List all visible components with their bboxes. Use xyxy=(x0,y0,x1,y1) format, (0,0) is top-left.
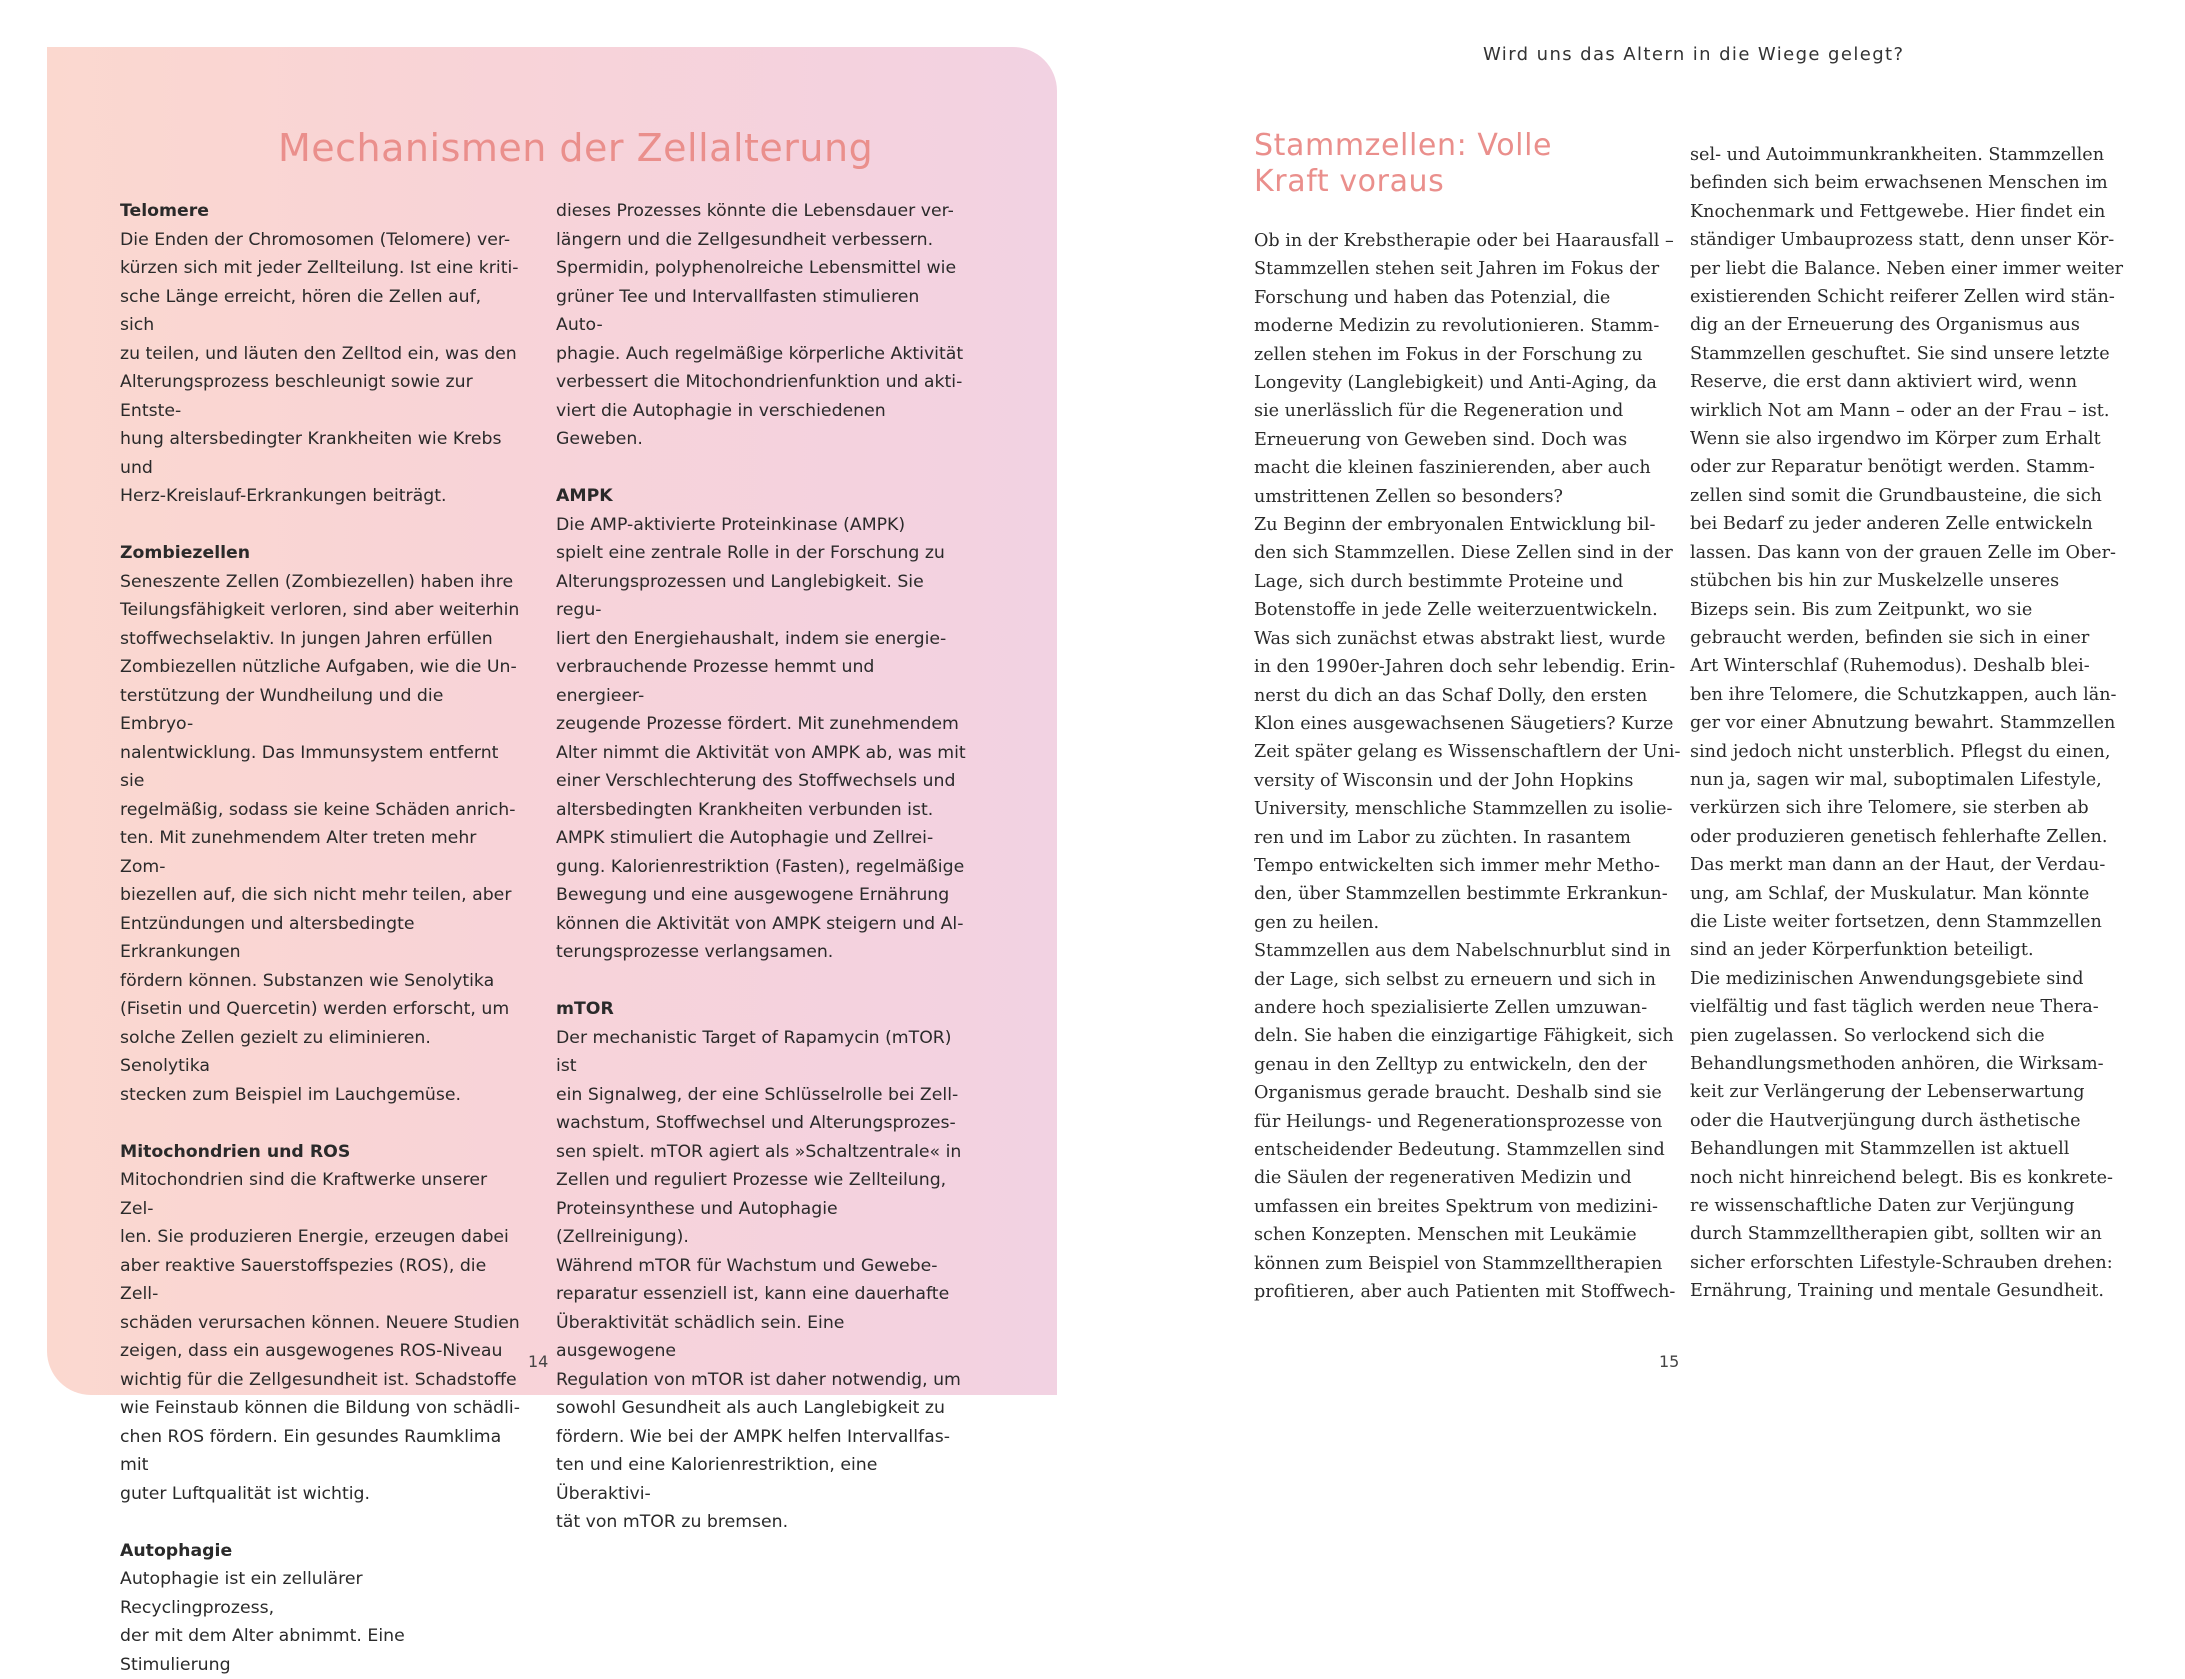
text-line: ben ihre Telomere, die Schutzkappen, auch län- xyxy=(1690,684,2117,705)
text-line: liert den Energiehaushalt, indem sie energie- xyxy=(556,628,947,649)
section-heading: Telomere xyxy=(120,201,209,221)
left-column-a xyxy=(120,197,520,1679)
text-line: der mit dem Alter abnimmt. Eine Stimulierung xyxy=(120,1626,405,1675)
text-line: Die Enden der Chromosomen (Telomere) ver- xyxy=(120,229,511,250)
text-line: Longevity (Langlebigkeit) und Anti-Aging, da xyxy=(1254,373,1657,394)
text-line: oder die Hautverjüngung durch ästhetische xyxy=(1690,1110,2081,1131)
text-line: sche Länge erreicht, hören die Zellen auf, sich xyxy=(120,286,482,335)
text-line: Behandlungen mit Stammzellen ist aktuell xyxy=(1690,1139,2070,1160)
text-line: chen ROS fördern. Ein gesundes Raumklima mit xyxy=(120,1426,502,1475)
section-heading: mTOR xyxy=(556,999,614,1019)
text-line: Bewegung und eine ausgewogene Ernährung xyxy=(556,885,950,905)
text-line: zellen stehen im Fokus in der Forschung zu xyxy=(1254,344,1643,365)
text-line: Der mechanistic Target of Rapamycin (mTOR) ist xyxy=(556,1027,952,1076)
text-line: keit zur Verlängerung der Lebenserwartung xyxy=(1690,1082,2085,1103)
text-line: re wissenschaftliche Daten zur Verjüngung xyxy=(1690,1196,2075,1217)
text-line: oder zur Reparatur benötigt werden. Stamm- xyxy=(1690,457,2095,478)
text-line: Lage, sich durch bestimmte Proteine und xyxy=(1254,571,1624,592)
text-line: sie unerlässlich für die Regeneration und xyxy=(1254,401,1624,422)
text-line: pien zugelassen. So verlockend sich die xyxy=(1690,1025,2045,1046)
text-line: Knochenmark und Fettgewebe. Hier findet ein xyxy=(1690,201,2106,222)
text-line: Autophagie ist ein zellulärer Recyclingprozess, xyxy=(120,1569,363,1618)
text-line: Zeit später gelang es Wissenschaftlern der Uni- xyxy=(1254,742,1681,763)
text-line: gung. Kalorienrestriktion (Fasten), regelmäßige xyxy=(556,856,965,877)
text-line: wichtig für die Zellgesundheit ist. Schadstoffe xyxy=(120,1369,517,1390)
text-line: nerst du dich an das Schaf Dolly, den ersten xyxy=(1254,685,1648,706)
text-line: Spermidin, polyphenolreiche Lebensmittel wie xyxy=(556,258,957,278)
text-line: ren und im Labor zu züchten. In rasantem xyxy=(1254,827,1631,848)
text-line: stübchen bis hin zur Muskelzelle unseres xyxy=(1690,571,2060,592)
text-line: Während mTOR für Wachstum und Gewebe- xyxy=(556,1255,938,1276)
text-line: dieses Prozesses könnte die Lebensdauer ver- xyxy=(556,201,954,221)
text-line: können die Aktivität von AMPK steigern und Al- xyxy=(556,913,964,934)
left-column-b xyxy=(556,197,966,1537)
text-line: stoffwechselaktiv. In jungen Jahren erfüllen xyxy=(120,628,493,649)
text-line: Seneszente Zellen (Zombiezellen) haben ihre xyxy=(120,571,514,592)
text-line: genau in den Zelltyp zu entwickeln, den der xyxy=(1254,1054,1647,1075)
paragraph-gap xyxy=(556,967,966,996)
text-line: lassen. Das kann von der grauen Zelle im Ober- xyxy=(1690,542,2116,563)
text-line: schäden verursachen können. Neuere Studien xyxy=(120,1312,520,1333)
left-page-title: Mechanismen der Zellalterung xyxy=(278,126,874,170)
text-line: umfassen ein breites Spektrum von medizini- xyxy=(1254,1196,1658,1217)
text-line: per liebt die Balance. Neben einer immer weiter xyxy=(1690,258,2124,279)
paragraph-gap xyxy=(556,454,966,483)
text-line: Behandlungsmethoden anhören, die Wirksam- xyxy=(1690,1054,2104,1074)
text-line: bei Bedarf zu jeder anderen Zelle entwickeln xyxy=(1690,514,2093,535)
text-line: Zellen und reguliert Prozesse wie Zellteilung, xyxy=(556,1170,947,1190)
text-line: wachstum, Stoffwechsel und Alterungsprozes- xyxy=(556,1113,956,1133)
text-line: altersbedingten Krankheiten verbunden ist. xyxy=(556,799,934,820)
text-line: wie Feinstaub können die Bildung von schädli- xyxy=(120,1398,520,1418)
text-line: Alter nimmt die Aktivität von AMPK ab, was mit xyxy=(556,742,966,763)
page-number-right: 15 xyxy=(1659,1352,1680,1371)
text-line: Was sich zunächst etwas abstrakt liest, wurde xyxy=(1254,628,1666,649)
text-line: der Lage, sich selbst zu erneuern und sich in xyxy=(1254,969,1656,990)
right-title-line-2: Kraft voraus xyxy=(1254,164,1445,199)
text-line: Stammzellen geschuftet. Sie sind unsere letzte xyxy=(1690,343,2110,364)
section-heading: Autophagie xyxy=(120,1540,233,1561)
page-number-left: 14 xyxy=(528,1352,549,1371)
right-title-line-1: Stammzellen: Volle xyxy=(1254,128,1553,163)
text-line: Teilungsfähigkeit verloren, sind aber weiterhin xyxy=(120,600,520,620)
text-line: Herz-Kreislauf-Erkrankungen beiträgt. xyxy=(120,486,447,506)
text-line: nun ja, sagen wir mal, suboptimalen Lifestyle, xyxy=(1690,769,2102,790)
text-line: einer Verschlechterung des Stoffwechsels und xyxy=(556,771,956,791)
text-line: AMPK stimuliert die Autophagie und Zellrei- xyxy=(556,828,934,848)
text-line: Das merkt man dann an der Haut, der Verdau- xyxy=(1690,855,2106,876)
text-line: Die medizinischen Anwendungsgebiete sind xyxy=(1690,968,2084,989)
text-line: Proteinsynthese und Autophagie (Zellreinigung). xyxy=(556,1198,838,1247)
text-line: entscheidender Bedeutung. Stammzellen sind xyxy=(1254,1140,1665,1160)
text-line: andere hoch spezialisierte Zellen umzuwan- xyxy=(1254,997,1648,1018)
text-line: Alterungsprozess beschleunigt sowie zur Entste- xyxy=(120,372,473,421)
text-line: (Fisetin und Quercetin) werden erforscht, um xyxy=(120,999,510,1019)
text-line: grüner Tee und Intervallfasten stimulieren Auto- xyxy=(556,286,920,335)
text-line: Mitochondrien sind die Kraftwerke unserer Zel- xyxy=(120,1170,488,1219)
text-line: ständiger Umbauprozess statt, denn unser Kör- xyxy=(1690,230,2115,251)
text-line: Überaktivität schädlich sein. Eine ausgewogene xyxy=(556,1312,845,1361)
text-line: spielt eine zentrale Rolle in der Forschung zu xyxy=(556,543,945,563)
text-line: sind an jeder Körperfunktion beteiligt. xyxy=(1690,940,2034,961)
text-line: Forschung und haben das Potenzial, die xyxy=(1254,287,1611,308)
text-line: Tempo entwickelten sich immer mehr Metho- xyxy=(1254,855,1661,876)
text-line: Zombiezellen nützliche Aufgaben, wie die Un- xyxy=(120,657,517,677)
text-line: Bizeps sein. Bis zum Zeitpunkt, wo sie xyxy=(1690,599,2033,620)
paragraph-gap xyxy=(120,511,520,540)
right-column-c xyxy=(1254,227,1681,1306)
text-line: profitieren, aber auch Patienten mit Stoffwech- xyxy=(1254,1282,1676,1303)
text-line: sen spielt. mTOR agiert als »Schaltzentrale« in xyxy=(556,1141,962,1162)
text-line: Wenn sie also irgendwo im Körper zum Erhalt xyxy=(1690,429,2101,450)
text-line: vielfältig und fast täglich werden neue Thera- xyxy=(1690,997,2099,1018)
text-line: zeigen, dass ein ausgewogenes ROS-Niveau xyxy=(120,1341,503,1361)
text-line: Art Winterschlaf (Ruhemodus). Deshalb blei- xyxy=(1690,656,2090,677)
running-head: Wird uns das Altern in die Wiege gelegt? xyxy=(1483,44,1905,65)
text-line: die Säulen der regenerativen Medizin und xyxy=(1254,1168,1632,1189)
text-line: terungsprozesse verlangsamen. xyxy=(556,942,834,962)
text-line: deln. Sie haben die einzigartige Fähigkeit, sich xyxy=(1254,1026,1674,1047)
text-line: Entzündungen und altersbedingte Erkrankungen xyxy=(120,913,415,962)
text-line: durch Stammzelltherapien gibt, sollten wir an xyxy=(1690,1224,2102,1245)
text-line: schen Konzepten. Menschen mit Leukämie xyxy=(1254,1225,1637,1246)
text-line: oder produzieren genetisch fehlerhafte Zellen. xyxy=(1690,826,2108,847)
text-line: reparatur essenziell ist, kann eine dauerhafte xyxy=(556,1284,950,1304)
text-line: sel- und Autoimmunkrankheiten. Stammzellen xyxy=(1690,145,2105,165)
text-line: len. Sie produzieren Energie, erzeugen dabei xyxy=(120,1227,509,1247)
text-line: biezellen auf, die sich nicht mehr teilen, aber xyxy=(120,885,512,905)
text-line: Ernährung, Training und mentale Gesundheit. xyxy=(1690,1281,2104,1302)
text-line: sind jedoch nicht unsterblich. Pflegst du einen, xyxy=(1690,741,2111,762)
text-line: verbrauchende Prozesse hemmt und energieer- xyxy=(556,657,875,706)
text-line: Erneuerung von Geweben sind. Doch was xyxy=(1254,429,1628,450)
text-line: ung, am Schlaf, der Muskulatur. Man könnte xyxy=(1690,883,2090,904)
text-line: University, menschliche Stammzellen zu isolie- xyxy=(1254,799,1673,820)
text-line: in den 1990er-Jahren doch sehr lebendig. Erin- xyxy=(1254,657,1676,678)
text-line: die Liste weiter fortsetzen, denn Stammzellen xyxy=(1690,911,2102,932)
text-line: umstrittenen Zellen so besonders? xyxy=(1254,486,1563,507)
text-line: ten und eine Kalorienrestriktion, eine Überaktivi- xyxy=(556,1455,878,1504)
paragraph-gap xyxy=(120,1508,520,1537)
text-line: gen zu heilen. xyxy=(1254,912,1380,933)
text-line: sicher erforschten Lifestyle-Schrauben drehen: xyxy=(1690,1252,2113,1273)
text-line: aber reaktive Sauerstoffspezies (ROS), die Zell- xyxy=(120,1255,487,1304)
section-heading: AMPK xyxy=(556,486,613,506)
text-line: solche Zellen gezielt zu eliminieren. Senolytika xyxy=(120,1027,431,1076)
text-line: Regulation von mTOR ist daher notwendig, um xyxy=(556,1369,961,1390)
text-line: Stammzellen aus dem Nabelschnurblut sind in xyxy=(1254,941,1671,962)
text-line: ger vor einer Abnutzung bewahrt. Stammzellen xyxy=(1690,713,2116,734)
text-line: Ob in der Krebstherapie oder bei Haarausfall – xyxy=(1254,231,1674,251)
text-line: zeugende Prozesse fördert. Mit zunehmendem xyxy=(556,714,959,734)
text-line: zellen sind somit die Grundbausteine, die sich xyxy=(1690,485,2102,506)
text-line: Botenstoffe in jede Zelle weiterzuentwickeln. xyxy=(1254,600,1658,621)
text-line: befinden sich beim erwachsenen Menschen im xyxy=(1690,173,2108,194)
text-line: Klon eines ausgewachsenen Säugetiers? Kurze xyxy=(1254,713,1674,734)
text-line: sowohl Gesundheit als auch Langlebigkeit zu xyxy=(556,1398,945,1418)
text-line: versity of Wisconsin und der John Hopkins xyxy=(1254,770,1634,791)
text-line: ten. Mit zunehmendem Alter treten mehr Zom- xyxy=(120,828,477,877)
text-line: macht die kleinen faszinierenden, aber auch xyxy=(1254,458,1651,479)
text-line: den sich Stammzellen. Diese Zellen sind in der xyxy=(1254,543,1673,564)
text-line: Reserve, die erst dann aktiviert wird, wenn xyxy=(1690,372,2078,393)
text-line: fördern. Wie bei der AMPK helfen Intervallfas- xyxy=(556,1426,950,1447)
text-line: fördern können. Substanzen wie Senolytika xyxy=(120,970,495,991)
text-line: nalentwicklung. Das Immunsystem entfernt sie xyxy=(120,742,499,791)
text-line: können zum Beispiel von Stammzelltherapien xyxy=(1254,1253,1663,1274)
text-line: terstützung der Wundheilung und die Embryo- xyxy=(120,685,444,734)
section-heading: Zombiezellen xyxy=(120,543,251,563)
text-line: ein Signalweg, der eine Schlüsselrolle bei Zell- xyxy=(556,1084,959,1105)
text-line: gebraucht werden, befinden sie sich in einer xyxy=(1690,627,2090,648)
text-line: viert die Autophagie in verschiedenen Geweben. xyxy=(556,400,886,449)
text-line: hung altersbedingter Krankheiten wie Krebs und xyxy=(120,429,502,478)
text-line: dig an der Erneuerung des Organismus aus xyxy=(1690,315,2080,336)
text-line: Die AMP-aktivierte Proteinkinase (AMPK) xyxy=(556,514,906,535)
text-line: Stammzellen stehen seit Jahren im Fokus der xyxy=(1254,259,1660,280)
text-line: wirklich Not am Mann – oder an der Frau – ist. xyxy=(1690,400,2110,421)
text-line: stecken zum Beispiel im Lauchgemüse. xyxy=(120,1084,461,1105)
text-line: regelmäßig, sodass sie keine Schäden anrich- xyxy=(120,799,516,820)
text-line: kürzen sich mit jeder Zellteilung. Ist eine kriti- xyxy=(120,258,519,278)
text-line: zu teilen, und läuten den Zelltod ein, was den xyxy=(120,343,517,364)
text-line: längern und die Zellgesundheit verbessern. xyxy=(556,229,934,250)
text-line: Zu Beginn der embryonalen Entwicklung bil- xyxy=(1254,515,1656,536)
text-line: verkürzen sich ihre Telomere, sie sterben ab xyxy=(1690,798,2089,819)
text-line: Organismus gerade braucht. Deshalb sind sie xyxy=(1254,1083,1662,1104)
section-heading: Mitochondrien und ROS xyxy=(120,1141,351,1162)
text-line: tät von mTOR zu bremsen. xyxy=(556,1512,789,1532)
text-line: phagie. Auch regelmäßige körperliche Aktivität xyxy=(556,343,964,364)
right-column-d xyxy=(1690,141,2124,1306)
text-line: den, über Stammzellen bestimmte Erkrankun- xyxy=(1254,884,1668,905)
text-line: Alterungsprozessen und Langlebigkeit. Sie regu- xyxy=(556,571,924,620)
paragraph-gap xyxy=(120,1109,520,1138)
text-line: noch nicht hinreichend belegt. Bis es konkrete- xyxy=(1690,1167,2113,1188)
right-page-title xyxy=(1254,128,1594,200)
text-line: für Heilungs- und Regenerationsprozesse von xyxy=(1254,1111,1663,1132)
text-line: guter Luftqualität ist wichtig. xyxy=(120,1483,371,1504)
text-line: verbessert die Mitochondrienfunktion und akti- xyxy=(556,372,963,392)
text-line: moderne Medizin zu revolutionieren. Stamm- xyxy=(1254,316,1660,337)
text-line: existierenden Schicht reiferer Zellen wird stän- xyxy=(1690,287,2115,308)
